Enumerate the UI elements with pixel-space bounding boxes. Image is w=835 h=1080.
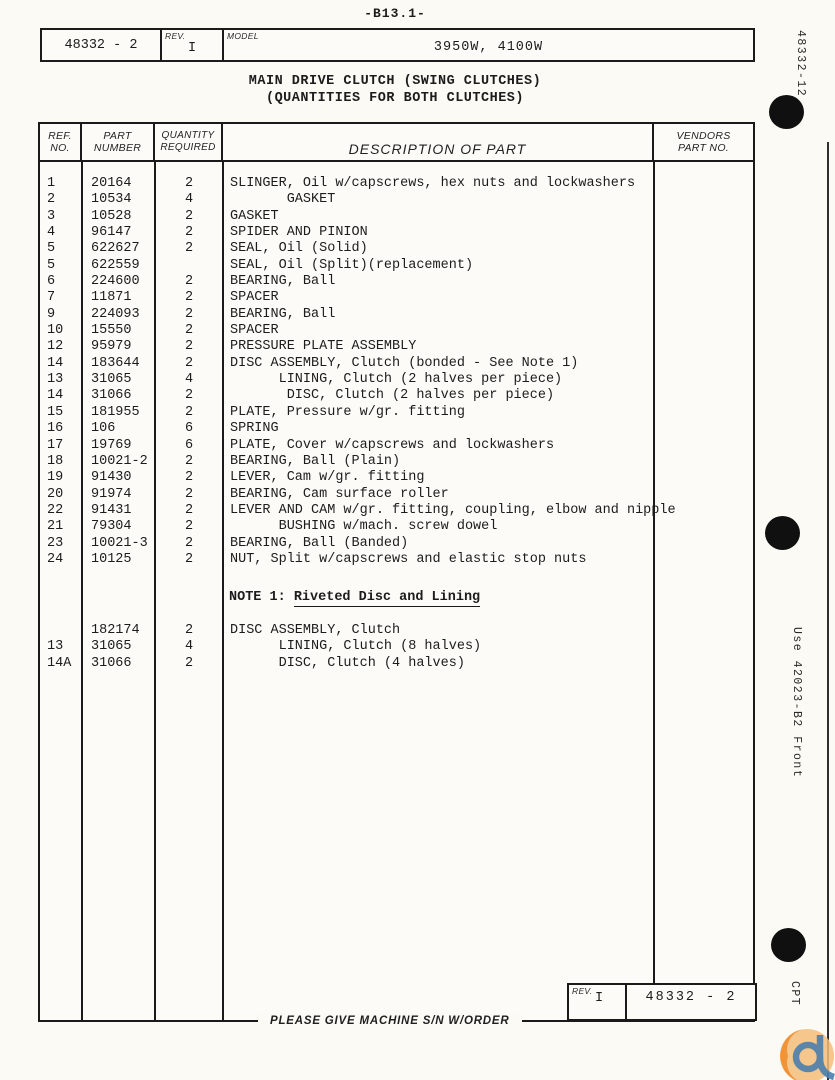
quantity-cell: 2 — [184, 655, 194, 671]
part-number-cell: 31066 — [91, 388, 132, 404]
table-row — [40, 552, 753, 568]
quantity-cell: 6 — [184, 437, 194, 453]
description-cell: SEAL, Oil (Solid) — [230, 241, 368, 257]
part-number-cell: 91974 — [91, 486, 132, 502]
footer-note: PLEASE GIVE MACHINE S/N W/ORDER — [258, 1013, 522, 1029]
table-row — [40, 225, 753, 241]
part-number-cell: 95979 — [91, 339, 132, 355]
part-number-cell: 106 — [91, 421, 116, 437]
ref-no-cell: 24 — [47, 551, 64, 567]
table-row — [40, 176, 753, 192]
title-line-2: (QUANTITIES FOR BOTH CLUTCHES) — [265, 90, 525, 106]
table-row — [40, 519, 753, 535]
description-cell: DISC, Clutch (2 halves per piece) — [230, 388, 555, 404]
table-row — [40, 503, 753, 519]
table-row — [40, 356, 753, 372]
ref-no-cell: 13 — [47, 639, 64, 655]
table-row — [40, 339, 753, 355]
description-cell: SLINGER, Oil w/capscrews, hex nuts and lockwashers — [230, 176, 636, 191]
table-row — [40, 470, 753, 486]
quantity-cell: 2 — [184, 208, 194, 224]
ref-no-cell: 19 — [47, 470, 64, 486]
description-cell: BEARING, Ball — [230, 274, 336, 290]
quantity-cell: 2 — [184, 535, 194, 551]
quantity-cell: 2 — [184, 388, 194, 404]
quantity-cell: 2 — [184, 470, 194, 486]
margin-note-middle: Use 42023-B2 Front — [790, 627, 803, 779]
ref-no-cell: 7 — [47, 290, 56, 306]
model-label: MODEL — [227, 31, 259, 41]
description-cell: BEARING, Ball (Banded) — [230, 535, 409, 551]
table-row — [40, 258, 753, 274]
quantity-cell: 2 — [184, 225, 194, 241]
quantity-cell: 2 — [184, 323, 194, 339]
description-cell: SPRING — [230, 421, 279, 437]
description-cell: BUSHING w/mach. screw dowel — [230, 519, 498, 535]
document-number: 48332 - 2 — [64, 37, 138, 53]
footer-rev-box — [567, 983, 757, 1021]
page-title — [0, 74, 790, 107]
table-row — [40, 623, 753, 639]
ref-no-cell: 14A — [47, 655, 72, 671]
table-row — [40, 388, 753, 404]
table-row — [40, 438, 753, 454]
description-cell: SPACER — [230, 323, 279, 339]
document-number-cell — [42, 30, 162, 60]
table-row — [40, 209, 753, 225]
ref-no-cell: 5 — [47, 257, 56, 273]
part-number-cell: 15550 — [91, 323, 132, 339]
part-number-cell: 224093 — [91, 306, 140, 322]
quantity-cell: 4 — [184, 372, 194, 388]
part-number-cell: 20164 — [91, 176, 132, 191]
part-number-cell: 11871 — [91, 290, 132, 306]
part-number-cell: 91430 — [91, 470, 132, 486]
footer-rev-label: REV. — [572, 986, 593, 996]
quantity-cell — [155, 258, 223, 274]
description-cell: PLATE, Cover w/capscrews and lockwashers — [230, 437, 555, 453]
table-row — [40, 241, 753, 257]
hole-punch-dot — [769, 95, 804, 129]
note-prefix: NOTE 1: — [229, 590, 294, 605]
rev-label: REV. — [165, 31, 186, 41]
quantity-cell: 2 — [184, 339, 194, 355]
quantity-cell: 4 — [184, 192, 194, 208]
table-header — [40, 124, 753, 162]
model-value: 3950W, 4100W — [433, 40, 544, 55]
margin-code-top: 48332-12 — [794, 30, 807, 98]
parts-table — [38, 122, 755, 1022]
description-cell: BEARING, Ball — [230, 306, 336, 322]
part-number-cell: 10021-2 — [91, 453, 148, 469]
ref-no-cell: 23 — [47, 535, 64, 551]
ref-no-cell — [40, 623, 82, 639]
hole-punch-dot — [771, 928, 806, 962]
quantity-cell: 2 — [184, 241, 194, 257]
description-cell: LEVER, Cam w/gr. fitting — [230, 470, 425, 486]
ref-no-cell: 16 — [47, 421, 64, 437]
ref-no-cell: 15 — [47, 404, 64, 420]
table-row — [40, 536, 753, 552]
part-number-cell: 622627 — [91, 241, 140, 257]
table-row — [40, 656, 753, 672]
description-cell: BEARING, Cam surface roller — [230, 486, 449, 502]
description-cell: GASKET — [230, 208, 279, 224]
scan-edge-line — [827, 142, 829, 1080]
description-cell: SEAL, Oil (Split)(replacement) — [230, 257, 474, 273]
quantity-cell: 2 — [184, 486, 194, 502]
table-row — [40, 192, 753, 208]
column-header-part-number: PART NUMBER — [82, 124, 155, 160]
quantity-cell: 6 — [184, 421, 194, 437]
hole-punch-dot — [765, 516, 800, 550]
description-cell: PRESSURE PLATE ASSEMBLY — [230, 339, 417, 355]
quantity-cell: 2 — [184, 519, 194, 535]
footer-rev-cell — [569, 985, 627, 1019]
ref-no-cell: 2 — [47, 192, 56, 208]
quantity-cell: 2 — [184, 290, 194, 306]
part-number-cell: 31066 — [91, 655, 132, 671]
column-header-ref-no: REF. NO. — [40, 124, 82, 160]
description-cell: LINING, Clutch (8 halves) — [230, 639, 482, 655]
description-cell: SPIDER AND PINION — [230, 225, 368, 241]
quantity-cell: 2 — [184, 502, 194, 518]
quantity-cell: 2 — [184, 551, 194, 567]
table-row — [40, 487, 753, 503]
table-row — [40, 307, 753, 323]
ref-no-cell: 4 — [47, 225, 56, 241]
quantity-cell: 2 — [184, 355, 194, 371]
part-number-cell: 622559 — [91, 257, 140, 273]
ref-no-cell: 17 — [47, 437, 64, 453]
description-cell: LINING, Clutch (2 halves per piece) — [230, 372, 563, 388]
ref-no-cell: 13 — [47, 372, 64, 388]
column-header-description: DESCRIPTION OF PART — [223, 124, 654, 160]
table-row — [40, 372, 753, 388]
quantity-cell: 2 — [184, 404, 194, 420]
description-cell: DISC ASSEMBLY, Clutch — [230, 623, 401, 638]
ref-no-cell: 14 — [47, 355, 64, 371]
part-number-cell: 10125 — [91, 551, 132, 567]
footer-rev-value: I — [595, 991, 604, 1006]
description-cell: BEARING, Ball (Plain) — [230, 453, 401, 469]
description-cell: NUT, Split w/capscrews and elastic stop nuts — [230, 551, 587, 567]
note-underlined-text: Riveted Disc and Lining — [293, 590, 481, 605]
quantity-cell: 2 — [184, 623, 194, 638]
ref-no-cell: 12 — [47, 339, 64, 355]
table-row — [40, 639, 753, 655]
part-number-cell: 10528 — [91, 208, 132, 224]
rev-value: I — [187, 41, 197, 56]
parts-rows — [40, 176, 753, 568]
column-header-vendors-part-no: VENDORS PART NO. — [676, 129, 731, 154]
description-cell: DISC ASSEMBLY, Clutch (bonded - See Note 1) — [230, 355, 579, 371]
rev-cell — [162, 30, 224, 60]
table-row — [40, 421, 753, 437]
part-number-cell: 224600 — [91, 274, 140, 290]
quantity-cell: 2 — [184, 453, 194, 469]
table-row — [40, 454, 753, 470]
table-row — [40, 405, 753, 421]
note-parts-rows — [40, 623, 753, 672]
description-cell: SPACER — [230, 290, 279, 306]
part-number-cell: 79304 — [91, 519, 132, 535]
table-body — [40, 162, 753, 1021]
part-number-cell: 31065 — [91, 639, 132, 655]
part-number-cell: 182174 — [91, 623, 140, 638]
ref-no-cell: 1 — [47, 176, 56, 191]
part-number-cell: 10534 — [91, 192, 132, 208]
note-line — [229, 590, 480, 605]
part-number-cell: 19769 — [91, 437, 132, 453]
header-box — [40, 28, 755, 62]
column-header-quantity-required: QUANTITY REQUIRED — [155, 124, 223, 160]
table-row — [40, 290, 753, 306]
page-code: -B13.1- — [364, 6, 426, 21]
ref-no-cell: 5 — [47, 241, 56, 257]
description-cell: PLATE, Pressure w/gr. fitting — [230, 404, 465, 420]
quantity-cell: 2 — [184, 306, 194, 322]
part-number-cell: 183644 — [91, 355, 140, 371]
description-cell: LEVER AND CAM w/gr. fitting, coupling, elbow and nipple — [230, 502, 676, 518]
quantity-cell: 2 — [184, 176, 194, 191]
ref-no-cell: 10 — [47, 323, 64, 339]
quantity-cell: 4 — [184, 639, 194, 655]
ref-no-cell: 20 — [47, 486, 64, 502]
margin-code-bottom: CPT — [788, 981, 801, 1007]
part-number-cell: 181955 — [91, 404, 140, 420]
part-number-cell: 10021-3 — [91, 535, 148, 551]
table-row — [40, 323, 753, 339]
watermark-logo-icon — [778, 1026, 835, 1080]
ref-no-cell: 22 — [47, 502, 64, 518]
part-number-cell: 91431 — [91, 502, 132, 518]
description-cell: DISC, Clutch (4 halves) — [230, 655, 465, 671]
quantity-cell: 2 — [184, 274, 194, 290]
ref-no-cell: 3 — [47, 208, 56, 224]
footer-document-number: 48332 - 2 — [645, 990, 737, 1005]
table-row — [40, 274, 753, 290]
description-cell: GASKET — [230, 192, 336, 208]
ref-no-cell: 14 — [47, 388, 64, 404]
part-number-cell: 96147 — [91, 225, 132, 241]
ref-no-cell: 9 — [47, 306, 56, 322]
ref-no-cell: 21 — [47, 519, 64, 535]
model-cell — [224, 30, 753, 60]
ref-no-cell: 6 — [47, 274, 56, 290]
title-line-1: MAIN DRIVE CLUTCH (SWING CLUTCHES) — [248, 74, 542, 89]
part-number-cell: 31065 — [91, 372, 132, 388]
ref-no-cell: 18 — [47, 453, 64, 469]
